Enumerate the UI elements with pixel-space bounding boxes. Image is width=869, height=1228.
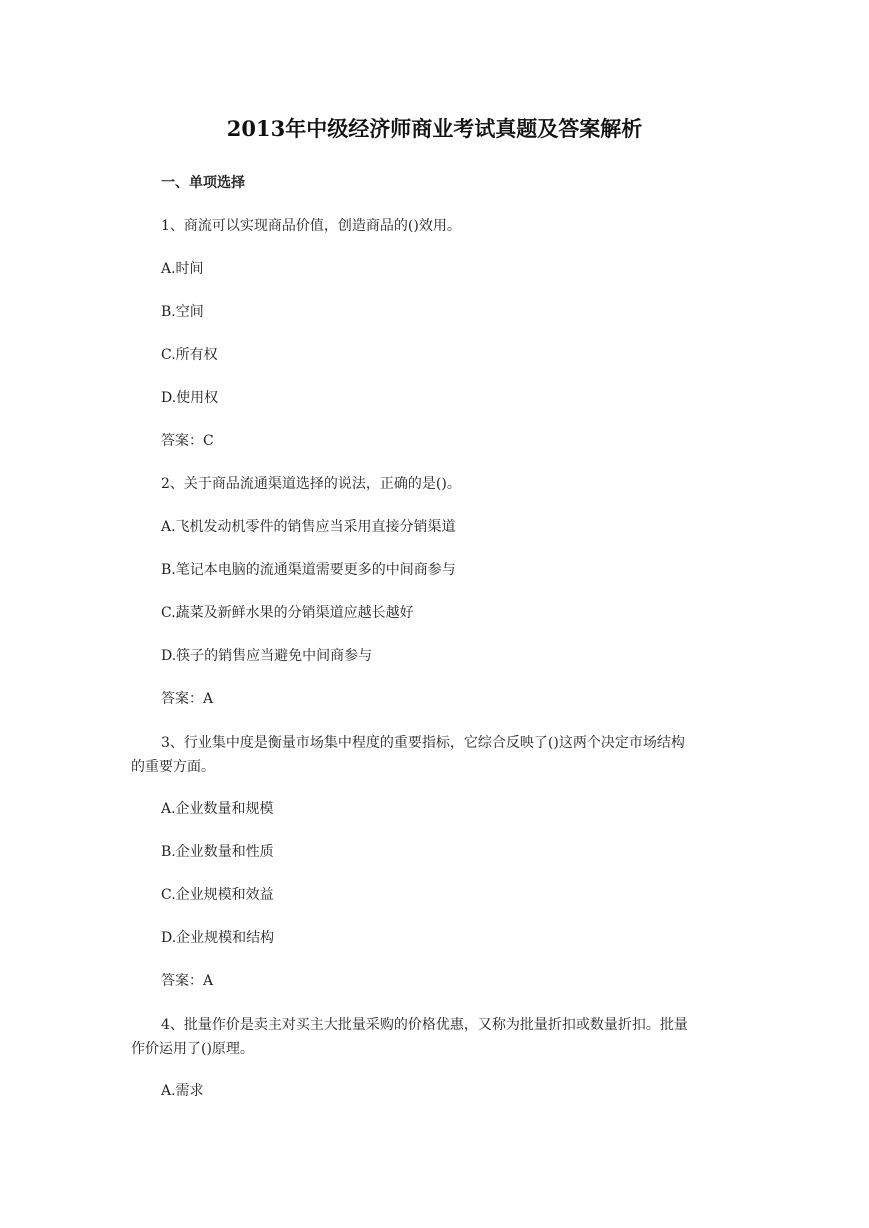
question-2-stem: 2、关于商品流通渠道选择的说法，正确的是()。 [161, 476, 461, 492]
question-3-option-c: C.企业规模和效益 [161, 887, 274, 903]
section-heading: 一、单项选择 [161, 175, 245, 191]
document-title: 2013年中级经济师商业考试真题及答案解析 [226, 116, 643, 141]
question-1-stem: 1、商流可以实现商品价值，创造商品的()效用。 [161, 218, 461, 234]
question-4-stem-continued: 作价运用了()原理。 [131, 1041, 254, 1057]
question-1-option-c: C.所有权 [161, 347, 218, 363]
question-2-option-b: B.笔记本电脑的流通渠道需要更多的中间商参与 [161, 562, 456, 578]
question-2-option-d: D.筷子的销售应当避免中间商参与 [161, 648, 373, 664]
question-1-answer: 答案：C [161, 433, 214, 449]
question-4-option-a: A.需求 [161, 1083, 204, 1099]
question-3-stem-continued: 的重要方面。 [131, 759, 215, 775]
question-2-option-c: C.蔬菜及新鲜水果的分销渠道应越长越好 [161, 605, 414, 621]
question-3-option-a: A.企业数量和规模 [161, 801, 274, 817]
question-1-option-d: D.使用权 [161, 390, 219, 406]
question-2-option-a: A.飞机发动机零件的销售应当采用直接分销渠道 [161, 519, 456, 535]
question-1-option-b: B.空间 [161, 304, 204, 320]
question-2-answer: 答案：A [161, 691, 214, 707]
question-3-option-d: D.企业规模和结构 [161, 930, 275, 946]
question-3-stem: 3、行业集中度是衡量市场集中程度的重要指标，它综合反映了()这两个决定市场结构 [161, 735, 685, 751]
question-3-answer: 答案：A [161, 973, 214, 989]
question-1-option-a: A.时间 [161, 261, 204, 277]
question-4-stem: 4、批量作价是卖主对买主大批量采购的价格优惠，又称为批量折扣或数量折扣。批量 [161, 1017, 688, 1033]
question-3-option-b: B.企业数量和性质 [161, 844, 274, 860]
